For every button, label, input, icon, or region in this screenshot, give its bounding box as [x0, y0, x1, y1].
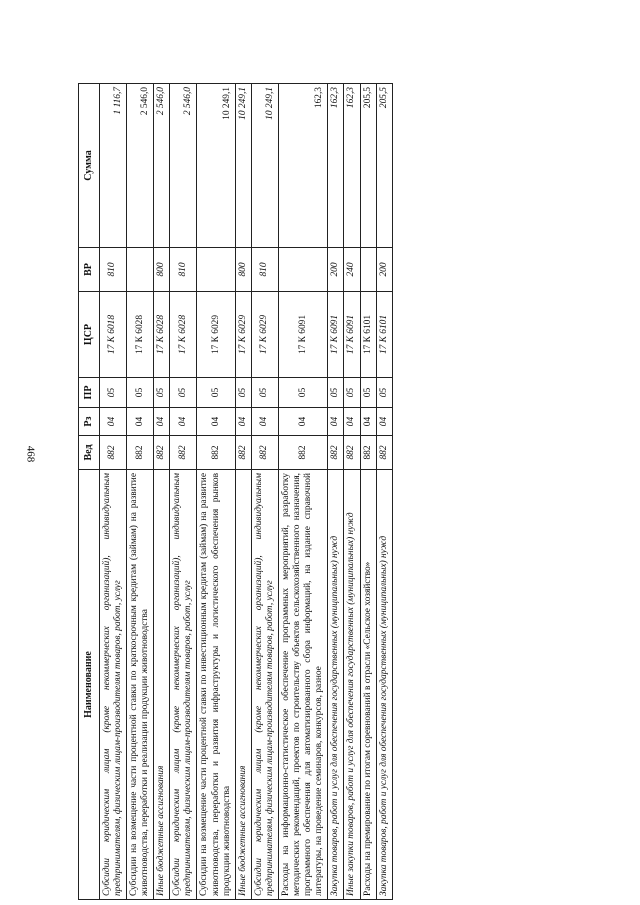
- header-csr: ЦСР: [79, 292, 100, 378]
- row-rz: 04: [99, 408, 126, 436]
- row-ved: 882: [126, 436, 153, 470]
- row-name: Иные бюджетные ассигнования: [235, 470, 251, 900]
- row-csr: 17 К 6028: [126, 292, 153, 378]
- row-sum: 10 249,1: [251, 84, 278, 248]
- row-vr: [197, 248, 235, 292]
- budget-sheet: [78, 84, 554, 900]
- row-pr: 05: [251, 378, 278, 408]
- table-row: [154, 84, 170, 900]
- row-pr: 05: [328, 378, 344, 408]
- budget-table: [78, 83, 393, 900]
- row-sum: 162,3: [279, 84, 328, 248]
- row-name: Закупка товаров, работ и услуг для обеспечения государственных (муниципальных) нужд: [376, 470, 392, 900]
- table-row: [344, 84, 360, 900]
- row-pr: 05: [197, 378, 235, 408]
- row-csr: 17 К 6029: [251, 292, 278, 378]
- row-ved: 882: [235, 436, 251, 470]
- row-ved: 882: [376, 436, 392, 470]
- row-rz: 04: [376, 408, 392, 436]
- row-name: Закупка товаров, работ и услуг для обеспечения государственных (муниципальных) нужд: [328, 470, 344, 900]
- table-row: [126, 84, 153, 900]
- row-sum: 2 546,0: [154, 84, 170, 248]
- table-row: [251, 84, 278, 900]
- row-csr: 17 К 6101: [360, 292, 376, 378]
- row-ved: 882: [154, 436, 170, 470]
- table-row: [328, 84, 344, 900]
- row-vr: [279, 248, 328, 292]
- table-row: [376, 84, 392, 900]
- row-name: Субсидии на возмещение части процентной ставки по инвестиционным кредитам (займам) на развитие животноводства, переработки и развития инфраструктуры и логистического обеспечения рынков продукции животноводства: [197, 470, 235, 900]
- row-name: Субсидии юридическим лицам (кроме некоммерческих организаций), индивидуальным предпринимателям, физическим лицам-производителям товаров, работ, услуг: [251, 470, 278, 900]
- row-sum: 10 249,1: [197, 84, 235, 248]
- row-name: Иные закупки товаров, работ и услуг для обеспечения государственных (муниципальных) нужд: [344, 470, 360, 900]
- row-vr: 240: [344, 248, 360, 292]
- table-header-row: [79, 84, 100, 900]
- row-csr: 17 К 6028: [154, 292, 170, 378]
- header-rz: Рз: [79, 408, 100, 436]
- row-rz: 04: [170, 408, 197, 436]
- header-name: Наименование: [79, 470, 100, 900]
- row-csr: 17 К 6018: [99, 292, 126, 378]
- row-csr: 17 К 6029: [197, 292, 235, 378]
- row-ved: 882: [279, 436, 328, 470]
- row-ved: 882: [170, 436, 197, 470]
- row-pr: 05: [376, 378, 392, 408]
- row-sum: 2 546,0: [126, 84, 153, 248]
- row-pr: 05: [235, 378, 251, 408]
- row-csr: 17 К 6091: [279, 292, 328, 378]
- row-vr: 800: [154, 248, 170, 292]
- row-sum: 205,5: [360, 84, 376, 248]
- header-vr: ВР: [79, 248, 100, 292]
- row-vr: 810: [99, 248, 126, 292]
- row-vr: [360, 248, 376, 292]
- row-rz: 04: [251, 408, 278, 436]
- row-csr: 17 К 6029: [235, 292, 251, 378]
- row-rz: 04: [126, 408, 153, 436]
- row-pr: 05: [279, 378, 328, 408]
- row-name: Расходы на информационно-статистическое обеспечение программных мероприятий, разработку методических рекомендаций, проектов по строительству объектов сельскохозяйственного назначения, программного обеспечения для автоматизированного сбора информаций, на издание справочной литературы, на проведение семинаров, конкурсов, разное: [279, 470, 328, 900]
- row-rz: 04: [344, 408, 360, 436]
- row-rz: 04: [328, 408, 344, 436]
- row-sum: 162,3: [328, 84, 344, 248]
- row-pr: 05: [170, 378, 197, 408]
- page-number: 468: [24, 445, 37, 463]
- table-row: [99, 84, 126, 900]
- row-ved: 882: [328, 436, 344, 470]
- table-row: [170, 84, 197, 900]
- row-vr: [126, 248, 153, 292]
- header-sum: Сумма: [79, 84, 100, 248]
- row-csr: 17 К 6028: [170, 292, 197, 378]
- row-sum: 10 249,1: [235, 84, 251, 248]
- row-rz: 04: [235, 408, 251, 436]
- row-ved: 882: [344, 436, 360, 470]
- row-name: Иные бюджетные ассигнования: [154, 470, 170, 900]
- table-row: [279, 84, 328, 900]
- row-name: Субсидии юридическим лицам (кроме некоммерческих организаций), индивидуальным предпринимателям, физическим лицам-производителям товаров, работ, услуг: [170, 470, 197, 900]
- row-pr: 05: [154, 378, 170, 408]
- table-row: [235, 84, 251, 900]
- row-csr: 17 К 6091: [344, 292, 360, 378]
- row-ved: 882: [197, 436, 235, 470]
- row-ved: 882: [360, 436, 376, 470]
- row-name: Субсидии на возмещение части процентной ставки по краткосрочным кредитам (займам) на развитие животноводства, переработки и реализации продукции животноводства: [126, 470, 153, 900]
- header-pr: ПР: [79, 378, 100, 408]
- row-ved: 882: [99, 436, 126, 470]
- header-ved: Вед: [79, 436, 100, 470]
- row-ved: 882: [251, 436, 278, 470]
- row-csr: 17 К 6091: [328, 292, 344, 378]
- row-vr: 800: [235, 248, 251, 292]
- row-vr: 200: [376, 248, 392, 292]
- row-pr: 05: [126, 378, 153, 408]
- row-sum: 205,5: [376, 84, 392, 248]
- table-body: [99, 84, 392, 900]
- row-vr: 810: [251, 248, 278, 292]
- table-row: [197, 84, 235, 900]
- row-rz: 04: [360, 408, 376, 436]
- row-sum: 2 546,0: [170, 84, 197, 248]
- row-rz: 04: [279, 408, 328, 436]
- row-vr: 810: [170, 248, 197, 292]
- row-rz: 04: [154, 408, 170, 436]
- row-sum: 162,3: [344, 84, 360, 248]
- row-sum: 1 116,7: [99, 84, 126, 248]
- row-csr: 17 К 6101: [376, 292, 392, 378]
- table-row: [360, 84, 376, 900]
- row-vr: 200: [328, 248, 344, 292]
- row-pr: 05: [344, 378, 360, 408]
- row-rz: 04: [197, 408, 235, 436]
- row-pr: 05: [360, 378, 376, 408]
- row-pr: 05: [99, 378, 126, 408]
- row-name: Расходы на премирование по итогам соревнований в отрасли «Сельское хозяйство»: [360, 470, 376, 900]
- row-name: Субсидии юридическим лицам (кроме некоммерческих организаций), индивидуальным предпринимателям, физическим лицам-производителям товаров, работ, услуг: [99, 470, 126, 900]
